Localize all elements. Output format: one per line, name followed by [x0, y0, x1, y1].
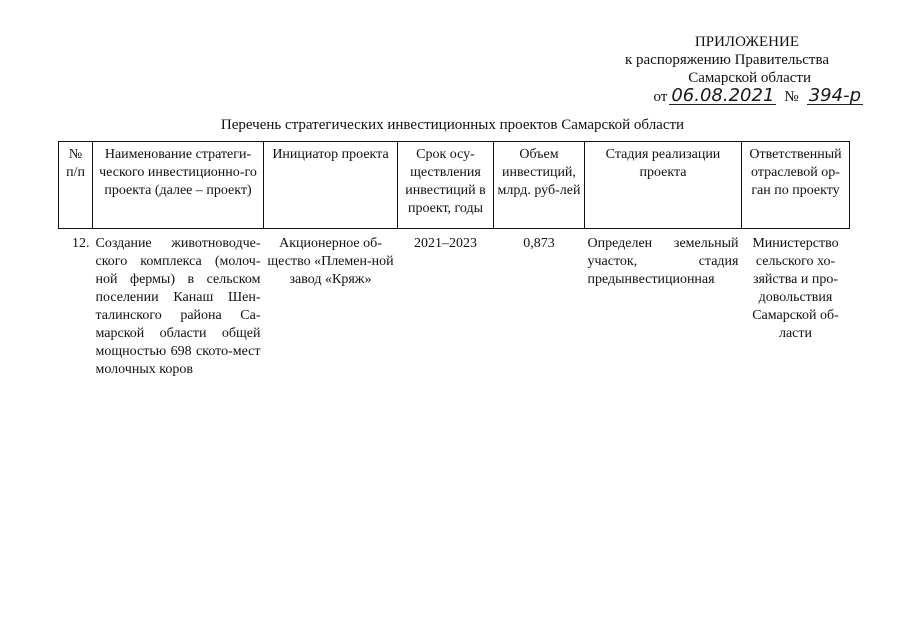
- handwritten-date: 06.08.2021: [671, 85, 775, 106]
- document-title: Перечень стратегических инвестиционных проектов Самарской области: [220, 117, 685, 133]
- column-header-authority: Ответственный отраслевой ор-ган по проекту: [742, 142, 850, 229]
- table-header-row: [59, 142, 850, 229]
- row-period: 2021–2023: [414, 236, 477, 251]
- column-header-period: Срок осу-ществления инвестиций в проект, годы: [398, 142, 494, 229]
- row-initiator: Акционерное об-щество «Племен-ной завод «Кряж»: [267, 236, 394, 287]
- column-header-project-name: Наименование стратеги-ческого инвестиционно-го проекта (далее – проект): [93, 142, 264, 229]
- column-header-initiator: Инициатор проекта: [264, 142, 398, 229]
- table-row: [59, 229, 850, 380]
- appendix-line-3: Самарской области: [688, 70, 811, 86]
- row-authority: Министерство сельского хо-зяйства и про-довольствия Самарской об-ласти: [752, 236, 839, 341]
- column-header-number: № п/п: [59, 142, 93, 229]
- row-stage: Определен земельный участок, стадия предынвестиционная: [587, 236, 739, 287]
- appendix-label: ПРИЛОЖЕНИЕ: [694, 34, 799, 50]
- appendix-header: [623, 33, 863, 106]
- date-prefix: от: [653, 89, 668, 105]
- column-header-stage: Стадия реализации проекта: [585, 142, 742, 229]
- row-number: 12.: [72, 236, 90, 251]
- date-number-line: [623, 85, 863, 106]
- appendix-line-2: к распоряжению Правительства: [624, 52, 829, 68]
- number-sign: №: [784, 89, 799, 105]
- projects-table: [58, 141, 850, 379]
- column-header-volume: Объем инвестиций, млрд. руб-лей: [494, 142, 585, 229]
- row-project-name: Создание животноводче-ского комплекса (молоч-ной фермы) в сельском поселении Канаш Шен-талинского района Са-марской области общей мощностью 698 ското-мест молочных коров: [95, 236, 261, 377]
- row-volume: 0,873: [523, 236, 555, 251]
- handwritten-number: 394-р: [808, 85, 861, 106]
